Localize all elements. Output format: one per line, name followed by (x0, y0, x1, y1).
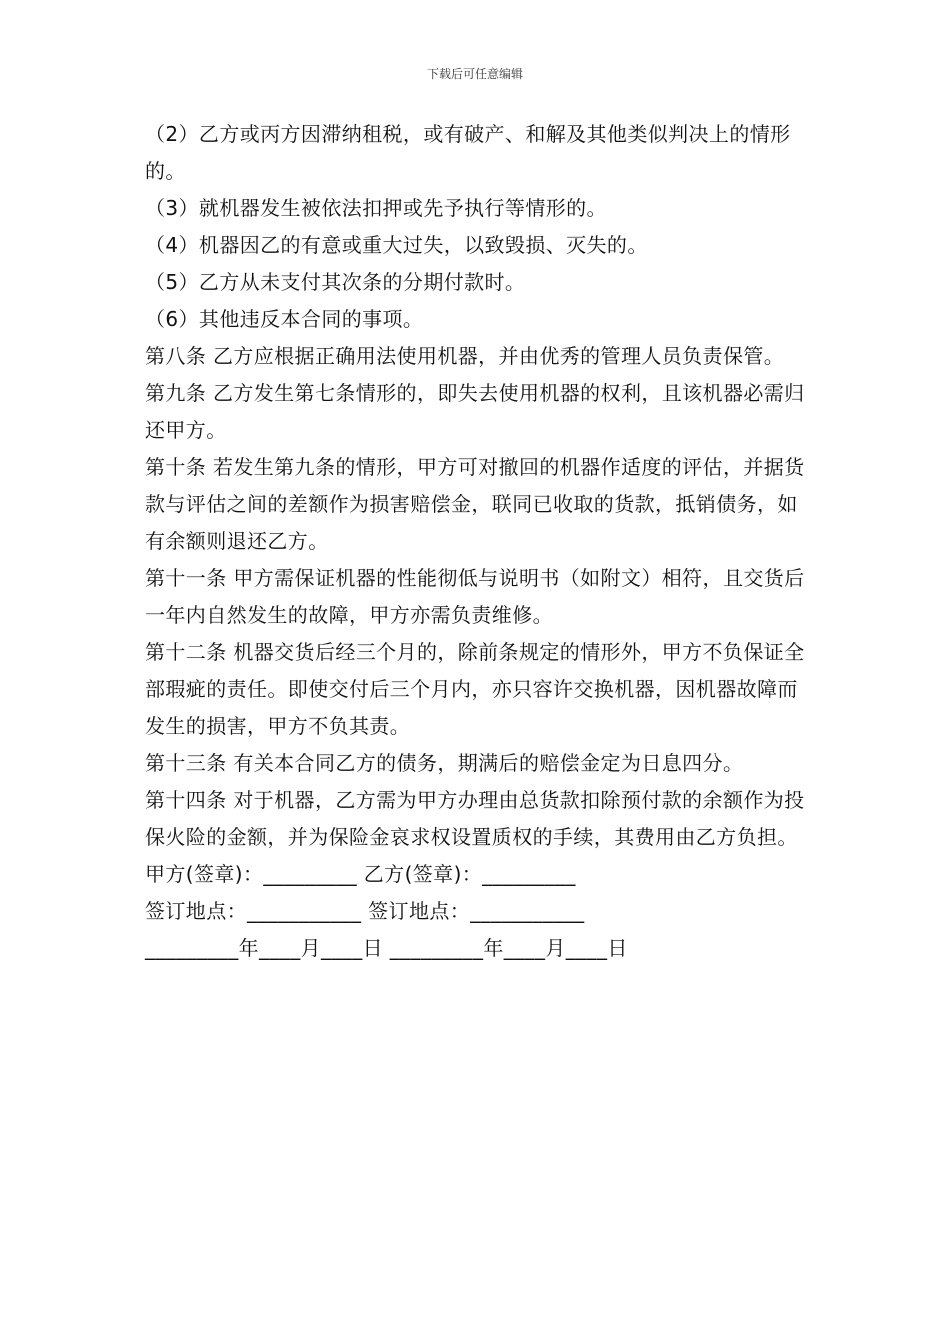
signature-line: 甲方(签章)：_________ 乙方(签章)：_________ (145, 862, 576, 886)
clause-item-6: （6）其他违反本合同的事项。 (145, 307, 424, 331)
article-12: 第十二条 机器交货后经三个月的，除前条规定的情形外，甲方不负保证全部瑕疵的责任。即使交付后三个月内，亦只容许交换机器，因机器故障而发生的损害，甲方不负其责。 (145, 640, 805, 738)
article-9: 第九条 乙方发生第七条情形的，即失去使用机器的权利，且该机器必需归还甲方。 (145, 381, 805, 442)
article-14: 第十四条 对于机器，乙方需为甲方办理由总货款扣除预付款的余额作为投保火险的金额，并为保险金哀求权设置质权的手续，其费用由乙方负担。 (145, 788, 805, 849)
clause-item-5: （5）乙方从未支付其次条的分期付款时。 (145, 270, 526, 294)
article-10: 第十条 若发生第九条的情形，甲方可对撤回的机器作适度的评估，并据货款与评估之间的差额作为损害赔偿金，联同已收取的货款，抵销债务，如有余额则退还乙方。 (145, 455, 805, 553)
article-8: 第八条 乙方应根据正确用法使用机器，并由优秀的管理人员负责保管。 (145, 344, 785, 368)
article-11: 第十一条 甲方需保证机器的性能彻低与说明书（如附文）相符，且交货后一年内自然发生的故障，甲方亦需负责维修。 (145, 566, 805, 627)
clause-item-4: （4）机器因乙的有意或重大过失，以致毁损、灭失的。 (145, 233, 648, 257)
date-line: _________年____月____日 _________年____月____日 (145, 936, 628, 960)
clause-item-3: （3）就机器发生被依法扣押或先予执行等情形的。 (145, 196, 607, 220)
document-body (145, 116, 810, 967)
page-header: 下载后可任意编辑 (426, 67, 523, 81)
signing-place-line: 签订地点：___________ 签订地点：___________ (145, 899, 585, 923)
article-13: 第十三条 有关本合同乙方的债务，期满后的赔偿金定为日息四分。 (145, 751, 744, 775)
clause-item-2: （2）乙方或丙方因滞纳租税，或有破产、和解及其他类似判决上的情形的。 (145, 122, 791, 183)
